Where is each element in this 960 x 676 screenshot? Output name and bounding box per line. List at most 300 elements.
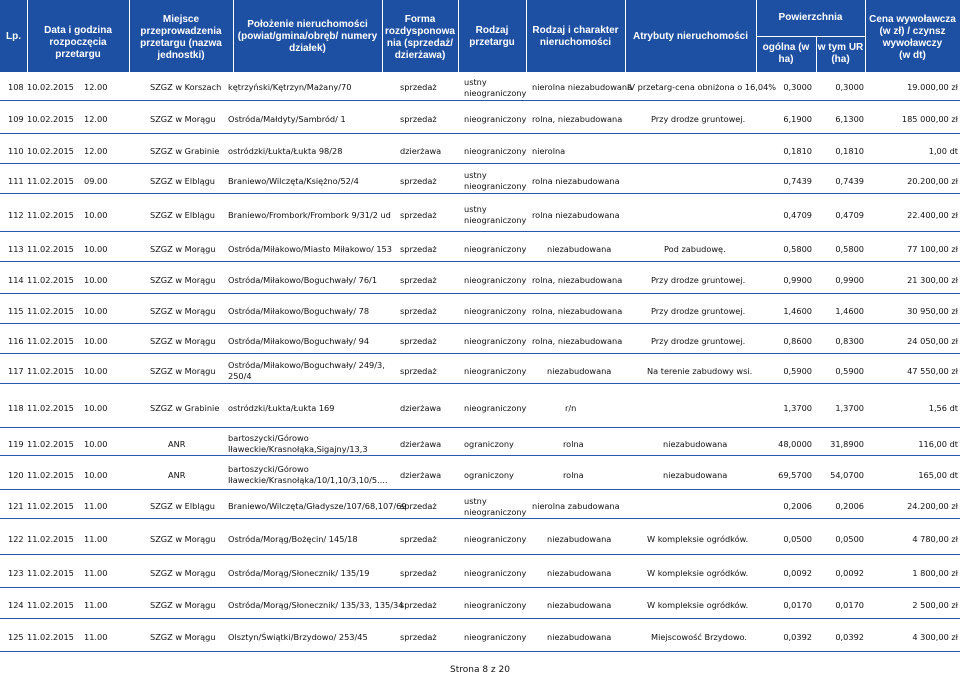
row-divider [0, 427, 960, 428]
cell-form: sprzedaż [400, 175, 437, 186]
cell-area-ur: 0,4709 [835, 209, 864, 220]
header-lp: Lp. [6, 31, 21, 42]
cell-place: SZGZ w Elblągu [150, 209, 215, 220]
cell-place: SZGZ w Morągu [150, 568, 216, 578]
cell-date: 11.02.2015 [27, 501, 74, 511]
cell-place: SZGZ w Grabinie [150, 145, 220, 156]
cell-tender-type-line: ustny [464, 495, 487, 506]
cell-price: 1,00 dt [928, 145, 958, 156]
table-row [0, 166, 960, 194]
cell-form: sprzedaż [400, 365, 437, 376]
cell-area-total: 1,4600 [783, 305, 812, 316]
cell-location-line: bartoszycki/Górowo [228, 464, 309, 474]
cell-area-ur: 1,4600 [835, 305, 864, 316]
cell-tender-type-line: ustny [464, 76, 487, 87]
cell-area-ur: 0,2006 [835, 501, 864, 511]
cell-property-type: niezabudowana [547, 243, 612, 254]
header-area: Powierzchnia [778, 12, 843, 23]
cell-property-type: rolna [563, 438, 584, 449]
row-divider [0, 100, 960, 101]
cell-location [228, 360, 385, 382]
cell-place: SZGZ w Morągu [150, 243, 216, 254]
cell-area-total: 0,7439 [783, 175, 812, 186]
cell-date: 10.02.2015 [27, 145, 74, 156]
cell-price: 24 050,00 zł [907, 335, 958, 346]
cell-attributes: Przy drodze gruntowej. [651, 274, 746, 285]
cell-location [228, 433, 368, 455]
cell-tender-type [464, 306, 526, 317]
cell-lp: 117 [8, 365, 24, 376]
cell-price: 165,00 dt [918, 469, 958, 480]
cell-attributes: W kompleksie ogródków. [647, 600, 749, 610]
cell-place: ANR [168, 469, 186, 480]
cell-date: 11.02.2015 [27, 274, 74, 285]
header-location: Położenie nieruchomości (powiat/gmina/obręb/ numery działek) [237, 19, 378, 54]
row-divider [0, 587, 960, 588]
cell-area-total: 0,2006 [783, 501, 812, 511]
cell-attributes: Na terenie zabudowy wsi. [647, 365, 753, 376]
table-row [0, 234, 960, 262]
cell-area-ur: 0,5800 [835, 243, 864, 254]
cell-property-type: nierolna zabudowana [532, 501, 620, 511]
cell-location-line: Ostróda/Miłakowo/Boguchwały/ 249/3, [228, 360, 385, 370]
cell-price: 47 550,00 zł [907, 365, 958, 376]
cell-area-ur: 31,8900 [830, 438, 864, 449]
cell-attributes: Miejscowość Brzydowo. [651, 632, 747, 642]
cell-property-type: rolna, niezabudowana [532, 335, 623, 346]
cell-form: sprzedaż [400, 533, 437, 544]
cell-area-ur: 0,0392 [835, 632, 864, 642]
cell-area-total: 0,3000 [783, 82, 812, 92]
cell-lp: 111 [8, 175, 24, 186]
header-date: Data i godzina rozpoczęcia przetargu [44, 25, 112, 60]
cell-time: 11.00 [84, 501, 108, 511]
cell-time: 10.00 [84, 365, 108, 376]
cell-location [228, 244, 392, 255]
cell-form: sprzedaż [400, 632, 437, 642]
cell-property-type: rolna, niezabudowana [532, 305, 623, 316]
cell-tender-type [464, 496, 526, 518]
cell-location-line: kętrzyński/Kętrzyn/Mażany/70 [228, 82, 352, 92]
cell-location-line: ostródzki/Łukta/Łukta 98/28 [228, 145, 343, 156]
cell-price: 20.200,00 zł [907, 175, 958, 186]
table-row [0, 386, 960, 428]
cell-date: 11.02.2015 [27, 438, 74, 449]
cell-attributes: IV przetarg-cena obniżona o 16,04% [627, 82, 777, 92]
header-divider [756, 36, 865, 37]
cell-place: SZGZ w Morągu [150, 600, 216, 610]
cell-property-type: rolna, niezabudowana [532, 114, 623, 124]
cell-location [228, 568, 369, 579]
cell-price: 185 000,00 zł [901, 114, 958, 124]
cell-attributes: Przy drodze gruntowej. [651, 114, 746, 124]
cell-attributes: niezabudowana [663, 438, 728, 449]
cell-form: sprzedaż [400, 568, 437, 578]
cell-tender-type [464, 244, 526, 255]
table-row [0, 72, 960, 101]
row-divider [0, 323, 960, 324]
cell-form: dzierżawa [400, 438, 442, 449]
cell-location-line: ostródzki/Łukta/Łukta 169 [228, 402, 335, 413]
row-divider [0, 261, 960, 262]
header-form: Forma rozdysponowa nia (sprzedaż/ dzierżawa) [384, 14, 455, 61]
cell-tender-type-line: nieograniczony [464, 365, 527, 376]
cell-time: 11.00 [84, 600, 108, 610]
cell-area-total: 6,1900 [783, 114, 812, 124]
cell-date: 10.02.2015 [27, 114, 74, 124]
cell-area-total: 0,0092 [783, 568, 812, 578]
cell-place: SZGZ w Morągu [150, 632, 216, 642]
cell-tender-type-line: nieograniczony [464, 274, 527, 285]
cell-tender-type-line: nieograniczony [464, 335, 527, 346]
cell-area-ur: 6,1300 [835, 114, 864, 124]
header-area-ur: w tym UR (ha) [817, 42, 864, 65]
cell-property-type: rolna niezabudowana [532, 209, 620, 220]
cell-location [228, 146, 342, 157]
cell-date: 11.02.2015 [27, 568, 74, 578]
cell-location [228, 82, 351, 93]
cell-time: 10.00 [84, 209, 108, 220]
cell-form: sprzedaż [400, 600, 437, 610]
row-divider [0, 489, 960, 490]
row-divider [0, 455, 960, 456]
cell-location-line: Olsztyn/Świątki/Brzydowo/ 253/45 [228, 632, 368, 642]
cell-area-ur: 1,3700 [835, 402, 864, 413]
row-divider [0, 231, 960, 232]
cell-lp: 123 [8, 568, 24, 578]
cell-area-total: 0,4709 [783, 209, 812, 220]
cell-price: 116,00 dt [918, 438, 958, 449]
cell-area-ur: 0,0092 [835, 568, 864, 578]
cell-property-type: niezabudowana [547, 533, 612, 544]
cell-date: 11.02.2015 [27, 335, 74, 346]
cell-lp: 115 [8, 305, 24, 316]
cell-location-line: Ostróda/Miłakowo/Boguchwały/ 76/1 [228, 274, 378, 285]
cell-tender-type-line: nieograniczony [464, 243, 527, 254]
cell-area-ur: 0,0170 [835, 600, 864, 610]
cell-tender-type-line: ustny [464, 170, 487, 180]
cell-lp: 109 [8, 114, 24, 124]
cell-lp: 120 [8, 469, 24, 480]
cell-lp: 112 [8, 209, 24, 220]
cell-time: 10.00 [84, 274, 108, 285]
cell-price: 2 500,00 zł [912, 600, 958, 610]
cell-location-line: Iławeckie/Krasnołąka,Sigajny/13,3 [228, 444, 368, 454]
table-row [0, 430, 960, 456]
cell-area-total: 1,3700 [783, 402, 812, 413]
cell-area-total: 0,8600 [783, 335, 812, 346]
cell-location-line: Iławeckie/Krasnołąka/10/1,10/3,10/5.... [228, 475, 388, 485]
table-row [0, 356, 960, 384]
cell-lp: 114 [8, 274, 24, 285]
cell-time: 11.00 [84, 632, 108, 642]
cell-lp: 125 [8, 632, 24, 642]
cell-area-total: 0,0170 [783, 600, 812, 610]
cell-time: 12.00 [84, 114, 108, 124]
header-property-type: Rodzaj i charakter nieruchomości [532, 25, 619, 48]
row-divider [0, 353, 960, 354]
cell-tender-type-line: nieograniczony [464, 215, 527, 225]
cell-area-ur: 0,1810 [835, 145, 864, 156]
cell-location-line: Ostróda/Miłakowo/Miasto Miłakowo/ 153 [228, 243, 392, 254]
cell-time: 11.00 [84, 568, 108, 578]
cell-attributes: W kompleksie ogródków. [647, 533, 749, 544]
cell-area-ur: 0,0500 [835, 533, 864, 544]
cell-area-total: 0,5800 [783, 243, 812, 254]
cell-form: sprzedaż [400, 274, 437, 285]
cell-tender-type [464, 204, 526, 226]
cell-date: 11.02.2015 [27, 175, 74, 186]
cell-time: 10.00 [84, 402, 108, 413]
table-row [0, 103, 960, 134]
cell-area-ur: 0,3000 [835, 82, 864, 92]
cell-time: 09.00 [84, 175, 108, 186]
cell-date: 11.02.2015 [27, 402, 74, 413]
cell-area-total: 48,0000 [778, 438, 812, 449]
cell-area-total: 0,0500 [783, 533, 812, 544]
cell-location [228, 632, 368, 643]
row-divider [0, 193, 960, 194]
cell-location [228, 306, 369, 317]
cell-form: sprzedaż [400, 243, 437, 254]
cell-place: SZGZ w Korszach [150, 82, 222, 92]
cell-time: 10.00 [84, 469, 108, 480]
cell-price: 21 300,00 zł [907, 274, 958, 285]
cell-location-line: 250/4 [228, 371, 252, 381]
cell-form: sprzedaż [400, 82, 437, 92]
cell-attributes: Pod zabudowę. [664, 243, 726, 254]
cell-price: 4 300,00 zł [912, 632, 958, 642]
cell-place: ANR [168, 438, 186, 449]
cell-area-ur: 0,5900 [835, 365, 864, 376]
cell-price: 1,56 dt [928, 402, 958, 413]
cell-time: 10.00 [84, 335, 108, 346]
cell-lp: 108 [8, 82, 24, 92]
cell-location-line: Braniewo/Wilczęta/Gładysze/107/68,107/69 [228, 501, 407, 511]
cell-location [228, 501, 407, 512]
cell-property-type: r/n [565, 402, 577, 413]
cell-attributes: W kompleksie ogródków. [647, 568, 749, 578]
cell-form: dzierżawa [400, 402, 442, 413]
cell-location [228, 336, 369, 347]
table-row [0, 264, 960, 294]
header-price: Cena wywoławcza (w zł) / czynsz wywoławczy (w dt) [869, 14, 956, 61]
table-row [0, 196, 960, 232]
header-tender-type: Rodzaj przetargu [469, 25, 515, 48]
cell-form: dzierżawa [400, 145, 442, 156]
cell-location-line: Ostróda/Morąg/Słonecznik/ 135/19 [228, 568, 370, 578]
row-divider [0, 133, 960, 134]
cell-tender-type [464, 146, 526, 157]
cell-location-line: bartoszycki/Górowo [228, 433, 309, 443]
cell-location-line: Braniewo/Wilczęta/Księżno/52/4 [228, 175, 359, 186]
cell-place: SZGZ w Elblągu [150, 501, 215, 511]
table-row [0, 136, 960, 164]
row-divider [0, 383, 960, 384]
cell-date: 11.02.2015 [27, 533, 74, 544]
row-divider [0, 163, 960, 164]
cell-location-line: Ostróda/Miłakowo/Boguchwały/ 78 [228, 305, 370, 316]
cell-place: SZGZ w Morągu [150, 274, 216, 285]
row-divider [0, 618, 960, 619]
row-divider [0, 518, 960, 519]
table-row [0, 557, 960, 588]
cell-property-type: rolna, niezabudowana [532, 274, 623, 285]
table-header [0, 0, 960, 72]
cell-form: dzierżawa [400, 469, 442, 480]
cell-form: sprzedaż [400, 305, 437, 316]
cell-place: SZGZ w Morągu [150, 114, 216, 124]
cell-lp: 116 [8, 335, 24, 346]
cell-tender-type [464, 534, 526, 545]
cell-time: 12.00 [84, 82, 108, 92]
cell-lp: 119 [8, 438, 24, 449]
table-row [0, 590, 960, 619]
cell-area-total: 69,5700 [778, 469, 812, 480]
cell-area-total: 0,9900 [783, 274, 812, 285]
cell-location [228, 114, 346, 125]
cell-tender-type [464, 114, 526, 125]
cell-location [228, 210, 391, 221]
cell-property-type: niezabudowana [547, 568, 612, 578]
cell-tender-type-line: nieograniczony [464, 600, 527, 610]
table-row [0, 492, 960, 519]
cell-tender-type [464, 77, 526, 99]
cell-time: 11.00 [84, 533, 108, 544]
cell-form: sprzedaż [400, 114, 437, 124]
cell-area-total: 0,1810 [783, 145, 812, 156]
cell-lp: 124 [8, 600, 24, 610]
cell-tender-type-line: nieograniczony [464, 114, 527, 124]
cell-area-ur: 0,7439 [835, 175, 864, 186]
cell-lp: 110 [8, 145, 24, 156]
cell-property-type: rolna [563, 469, 584, 480]
cell-tender-type [464, 366, 526, 377]
cell-tender-type-line: nieograniczony [464, 145, 527, 156]
cell-tender-type-line: nieograniczony [464, 568, 527, 578]
cell-place: SZGZ w Morągu [150, 335, 216, 346]
cell-tender-type [464, 470, 514, 481]
cell-date: 11.02.2015 [27, 209, 74, 220]
cell-tender-type [464, 403, 526, 414]
cell-price: 4 780,00 zł [912, 533, 958, 544]
row-divider [0, 293, 960, 294]
cell-property-type: nierolna niezabudowana [532, 82, 633, 92]
cell-place: SZGZ w Morągu [150, 305, 216, 316]
cell-location [228, 464, 388, 486]
cell-location-line: Ostróda/Morąg/Bożęcin/ 145/18 [228, 533, 358, 544]
cell-time: 10.00 [84, 305, 108, 316]
cell-attributes: niezabudowana [663, 469, 728, 480]
cell-place: SZGZ w Morągu [150, 365, 216, 376]
cell-lp: 122 [8, 533, 24, 544]
cell-time: 10.00 [84, 243, 108, 254]
cell-tender-type [464, 170, 526, 192]
table-row [0, 326, 960, 354]
cell-location [228, 534, 358, 545]
table-row [0, 521, 960, 555]
cell-tender-type [464, 600, 526, 611]
cell-location-line: Ostróda/Morąg/Słonecznik/ 135/33, 135/34 [228, 600, 404, 610]
cell-tender-type-line: nieograniczony [464, 305, 527, 316]
cell-time: 10.00 [84, 438, 108, 449]
cell-lp: 118 [8, 402, 24, 413]
cell-date: 11.02.2015 [27, 365, 74, 376]
row-divider [0, 554, 960, 555]
cell-price: 1 800,00 zł [912, 568, 958, 578]
cell-lp: 121 [8, 501, 24, 511]
cell-date: 11.02.2015 [27, 632, 74, 642]
cell-location [228, 600, 403, 611]
cell-tender-type-line: nieograniczony [464, 506, 527, 517]
cell-tender-type-line: ustny [464, 204, 487, 214]
cell-property-type: niezabudowana [547, 365, 612, 376]
cell-price: 77 100,00 zł [907, 243, 958, 254]
cell-location-line: Ostróda/Miłakowo/Boguchwały/ 94 [228, 335, 370, 346]
cell-form: sprzedaż [400, 335, 437, 346]
cell-location-line: Ostróda/Małdyty/Sambród/ 1 [228, 114, 346, 124]
cell-tender-type-line: nieograniczony [464, 533, 527, 544]
table-row [0, 296, 960, 324]
cell-tender-type-line: nieograniczony [464, 632, 527, 642]
cell-property-type: nierolna [532, 145, 566, 156]
cell-location [228, 403, 334, 414]
header-area-total: ogólna (w ha) [762, 42, 810, 65]
cell-form: sprzedaż [400, 501, 437, 511]
cell-tender-type [464, 336, 526, 347]
cell-tender-type-line: nieograniczony [464, 402, 527, 413]
page-number: Strona 8 z 20 [450, 665, 510, 675]
cell-date: 11.02.2015 [27, 243, 74, 254]
cell-lp: 113 [8, 243, 24, 254]
cell-form: sprzedaż [400, 209, 437, 220]
cell-time: 12.00 [84, 145, 108, 156]
cell-property-type: rolna niezabudowana [532, 175, 620, 186]
cell-location [228, 275, 377, 286]
cell-place: SZGZ w Elblągu [150, 175, 215, 186]
cell-location-line: Braniewo/Frombork/Frombork 9/31/2 ud [228, 209, 391, 220]
cell-price: 30 950,00 zł [907, 305, 958, 316]
cell-property-type: niezabudowana [547, 632, 612, 642]
cell-location [228, 176, 359, 187]
cell-attributes: Przy drodze gruntowej. [651, 305, 746, 316]
cell-area-ur: 0,8300 [835, 335, 864, 346]
table-row [0, 458, 960, 490]
row-divider [0, 651, 960, 652]
cell-area-ur: 0,9900 [835, 274, 864, 285]
cell-date: 10.02.2015 [27, 82, 74, 92]
cell-price: 22.400,00 zł [907, 209, 958, 220]
cell-tender-type-line: nieograniczony [464, 181, 527, 191]
header-attributes: Atrybuty nieruchomości [632, 31, 749, 42]
cell-price: 24.200,00 zł [907, 501, 958, 511]
cell-date: 11.02.2015 [27, 305, 74, 316]
cell-tender-type [464, 439, 514, 450]
cell-price: 19.000,00 zł [907, 82, 958, 92]
cell-tender-type [464, 568, 526, 579]
cell-tender-type-line: nieograniczony [464, 87, 527, 98]
cell-tender-type [464, 632, 526, 643]
cell-date: 11.02.2015 [27, 600, 74, 610]
cell-tender-type-line: ograniczony [464, 438, 514, 449]
cell-place: SZGZ w Grabinie [150, 402, 220, 413]
cell-date: 11.02.2015 [27, 469, 74, 480]
cell-tender-type [464, 275, 526, 286]
cell-area-ur: 54,0700 [830, 469, 864, 480]
cell-attributes: Przy drodze gruntowej. [651, 335, 746, 346]
cell-area-total: 0,0392 [783, 632, 812, 642]
table-row [0, 621, 960, 652]
